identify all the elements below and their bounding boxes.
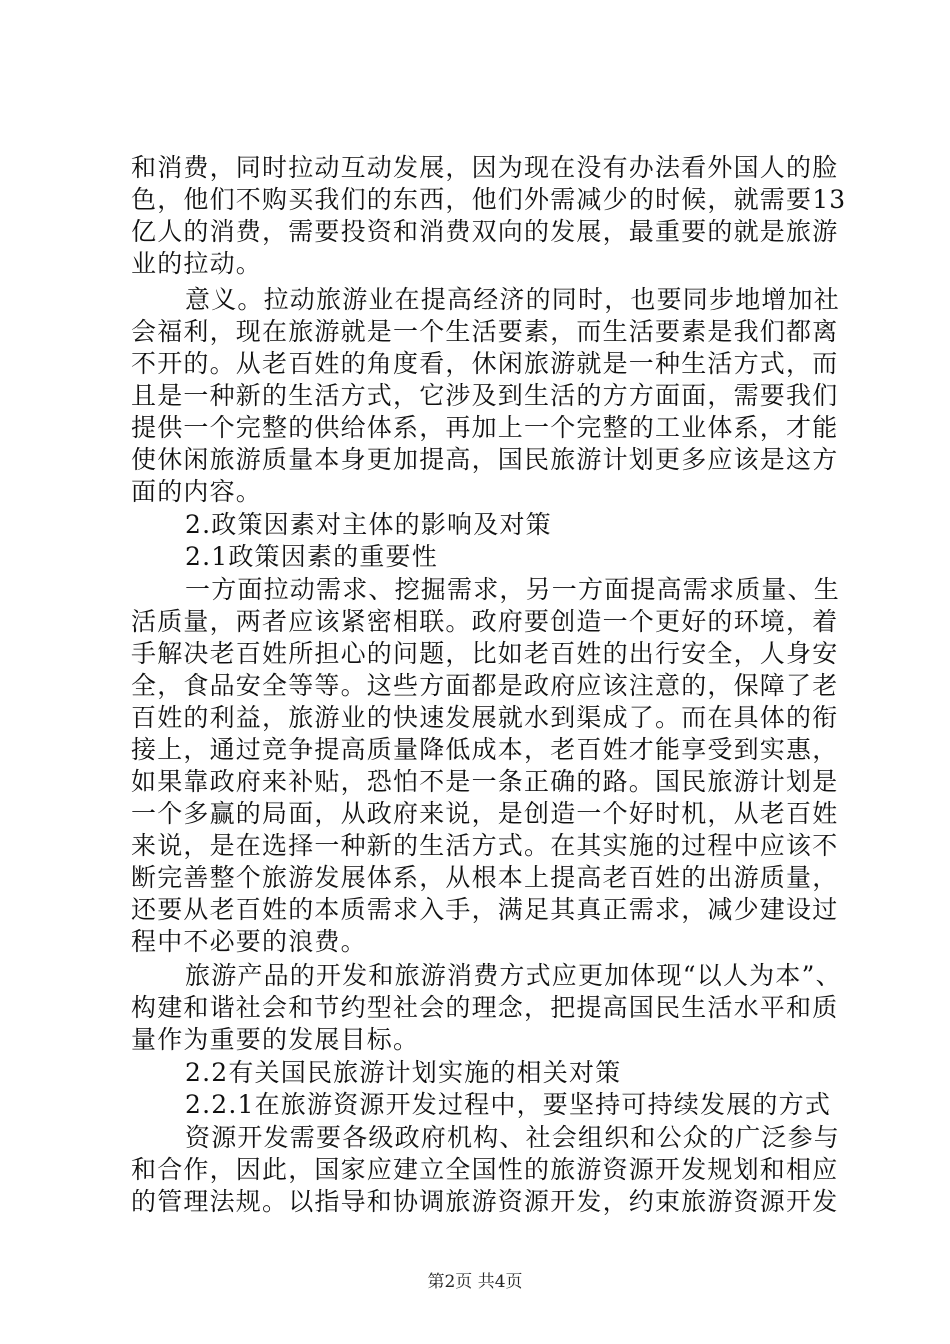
text-line: 旅游产品的开发和旅游消费方式应更加体现“以人为本”、 [185, 961, 842, 990]
page-number-label: 第2页 共4页 [427, 1272, 523, 1292]
text-line: 亿人的消费，需要投资和消费双向的发展，最重要的就是旅游 [131, 217, 839, 246]
paragraph [131, 574, 950, 958]
text-line: 一方面拉动需求、挖掘需求，另一方面提高需求质量、生 [185, 575, 841, 604]
subsection-heading [185, 541, 950, 573]
text-line: 活质量，两者应该紧密相联。政府要创造一个更好的环境，着 [131, 607, 839, 636]
text-line: 2.2有关国民旅游计划实施的相关对策 [185, 1058, 622, 1087]
paragraph [131, 1122, 950, 1218]
text-line: 会福利，现在旅游就是一个生活要素，而生活要素是我们都离 [131, 317, 839, 346]
text-line: 2.2.1在旅游资源开发过程中，要坚持可持续发展的方式 [185, 1090, 832, 1119]
text-line: 断完善整个旅游发展体系，从根本上提高老百姓的出游质量， [131, 863, 839, 892]
text-line: 构建和谐社会和节约型社会的理念，把提高国民生活水平和质 [131, 993, 839, 1022]
text-line: 色，他们不购买我们的东西，他们外需减少的时候，就需要13 [131, 185, 847, 214]
text-line: 面的内容。 [131, 477, 263, 506]
page-footer [0, 1271, 950, 1293]
text-line: 且是一种新的生活方式，它涉及到生活的方方面面，需要我们 [131, 381, 839, 410]
text-line: 如果靠政府来补贴，恐怕不是一条正确的路。国民旅游计划是 [131, 767, 839, 796]
text-line: 程中不必要的浪费。 [131, 927, 367, 956]
text-line: 不开的。从老百姓的角度看，休闲旅游就是一种生活方式，而 [131, 349, 839, 378]
text-line: 百姓的利益，旅游业的快速发展就水到渠成了。而在具体的衔 [131, 703, 839, 732]
text-line: 还要从老百姓的本质需求入手，满足其真正需求，减少建设过 [131, 895, 839, 924]
text-line: 资源开发需要各级政府机构、社会组织和公众的广泛参与 [185, 1123, 841, 1152]
paragraph [131, 152, 950, 280]
text-line: 和合作，因此，国家应建立全国性的旅游资源开发规划和相应 [131, 1155, 839, 1184]
text-line: 量作为重要的发展目标。 [131, 1025, 420, 1054]
text-line: 一个多赢的局面，从政府来说，是创造一个好时机，从老百姓 [131, 799, 839, 828]
document-body [0, 152, 950, 1216]
section-heading [185, 509, 950, 541]
text-line: 提供一个完整的供给体系，再加上一个完整的工业体系，才能 [131, 413, 839, 442]
subsubsection-heading [185, 1089, 950, 1121]
subsection-heading [185, 1057, 950, 1089]
text-line: 意义。拉动旅游业在提高经济的同时，也要同步地增加社 [185, 285, 841, 314]
text-line: 和消费，同时拉动互动发展，因为现在没有办法看外国人的脸 [131, 153, 839, 182]
text-line: 全，食品安全等等。这些方面都是政府应该注意的，保障了老 [131, 671, 839, 700]
text-line: 手解决老百姓所担心的问题，比如老百姓的出行安全，人身安 [131, 639, 839, 668]
paragraph [131, 960, 950, 1056]
text-line: 接上，通过竞争提高质量降低成本，老百姓才能享受到实惠， [131, 735, 839, 764]
text-line: 2.政策因素对主体的影响及对策 [185, 510, 552, 539]
text-line: 使休闲旅游质量本身更加提高，国民旅游计划更多应该是这方 [131, 445, 839, 474]
text-line: 的管理法规。以指导和协调旅游资源开发，约束旅游资源开发 [131, 1187, 839, 1216]
text-line: 2.1政策因素的重要性 [185, 542, 438, 571]
text-line: 来说，是在选择一种新的生活方式。在其实施的过程中应该不 [131, 831, 839, 860]
paragraph [131, 284, 950, 508]
text-line: 业的拉动。 [131, 249, 263, 278]
